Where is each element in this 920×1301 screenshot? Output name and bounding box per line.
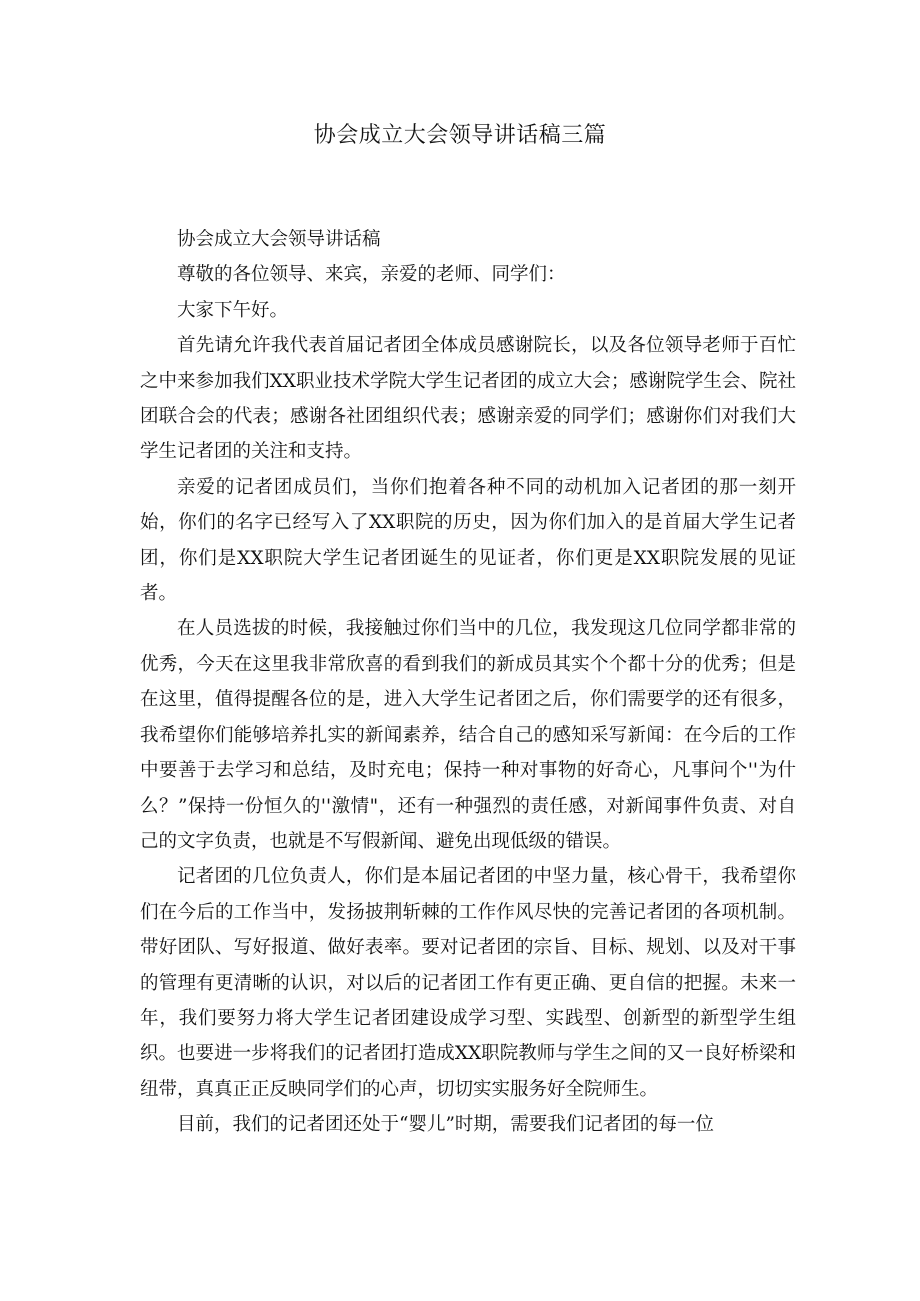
document-body [140, 222, 796, 1143]
document-title: 协会成立大会领导讲话稿三篇 [313, 123, 607, 148]
paragraph-current: 目前，我们的记者团还处于“婴儿”时期，需要我们记者团的每一位 [177, 1114, 714, 1136]
paragraph-leaders: 记者团的几位负责人，你们是本届记者团的中坚力量，核心骨干，我希望你们在今后的工作当中，发扬披荆斩棘的工作作风尽快的完善记者团的各项机制。带好团队、写好报道、做好表率。要对记者团的宗旨、目标、规划、以及对干事的管理有更清晰的认识，对以后的记者团工作有更正确、更自信的把握。未来一年，我们要努力将大学生记者团建设成学习型、实践型、创新型的新型学生组织。也要进一步将我们的记者团打造成XX职院教师与学生之间的又一良好桥梁和纽带，真真正正反映同学们的心声，切切实实服务好全院师生。 [140, 866, 796, 1100]
paragraph-selection: 在人员选拔的时候，我接触过你们当中的几位，我发现这几位同学都非常的优秀，今天在这里我非常欣喜的看到我们的新成员其实个个都十分的优秀；但是在这里，值得提醒各位的是，进入大学生记者团之后，你们需要学的还有很多，我希望你们能够培养扎实的新闻素养，结合自己的感知采写新闻：在今后的工作中要善于去学习和总结，及时充电；保持一种对事物的好奇心，凡事问个''为什么？”保持一份恒久的''激情"，还有一种强烈的责任感，对新闻事件负责、对自己的文字负责，也就是不写假新闻、避免出现低级的错误。 [140, 618, 796, 852]
speech-heading: 协会成立大会领导讲话稿 [177, 229, 381, 250]
paragraph-members: 亲爱的记者团成员们，当你们抱着各种不同的动机加入记者团的那一刻开始，你们的名字已经写入了XX职院的历史，因为你们加入的是首届大学生记者团，你们是XX职院大学生记者团诞生的见证者，你们更是XX职院发展的见证者。 [140, 476, 796, 605]
greeting: 大家下午好。 [177, 299, 289, 321]
salutation: 尊敬的各位领导、来宾，亲爱的老师、同学们： [177, 264, 566, 286]
paragraph-thanks: 首先请允许我代表首届记者团全体成员感谢院长，以及各位领导老师于百忙之中来参加我们XX职业技术学院大学生记者团的成立大会；感谢院学生会、院社团联合会的代表；感谢各社团组织代表；感谢亲爱的同学们；感谢你们对我们大学生记者团的关注和支持。 [140, 335, 796, 463]
